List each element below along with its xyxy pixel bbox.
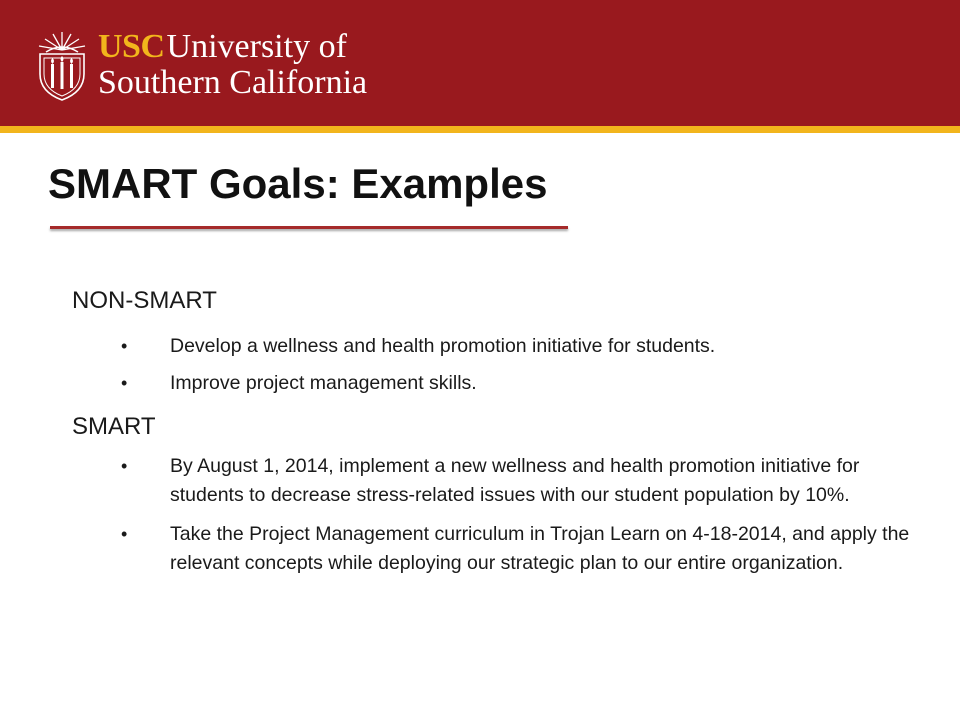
bullet-icon: • <box>121 336 128 356</box>
slide-title: SMART Goals: Examples <box>48 160 548 207</box>
section-heading-smart: SMART <box>72 413 156 440</box>
header-gold-stripe <box>0 126 960 133</box>
bullet-text: Take the Project Management curriculum in Trojan Learn on 4-18-2014, and apply the relevant concepts while deploying our strategic plan to our entire organization. <box>170 523 910 574</box>
list-item <box>72 452 932 510</box>
bullet-icon: • <box>121 456 128 476</box>
list-item <box>72 520 932 578</box>
non-smart-bullet-list <box>72 332 932 398</box>
wordmark <box>98 30 367 100</box>
list-item <box>72 369 932 398</box>
bullet-text: Develop a wellness and health promotion initiative for students. <box>170 335 716 357</box>
logo-line2-text: Southern California <box>98 64 368 101</box>
list-item <box>72 332 932 361</box>
bullet-icon: • <box>121 373 128 393</box>
bullet-text: By August 1, 2014, implement a new wellness and health promotion initiative for students to decrease stress-related issues with our student population by 10%. <box>170 455 860 506</box>
section-heading-non-smart: NON-SMART <box>72 287 217 314</box>
usc-seal-icon <box>34 28 90 102</box>
logo-line1-text: University of <box>166 28 347 65</box>
bullet-icon: • <box>121 524 128 544</box>
bullet-text: Improve project management skills. <box>170 372 477 394</box>
slide-content <box>72 286 932 578</box>
logo-usc-text: USC <box>98 28 165 65</box>
smart-bullet-list <box>72 452 932 578</box>
header-band <box>0 0 960 126</box>
usc-logo <box>34 28 367 102</box>
title-underline <box>50 226 568 229</box>
